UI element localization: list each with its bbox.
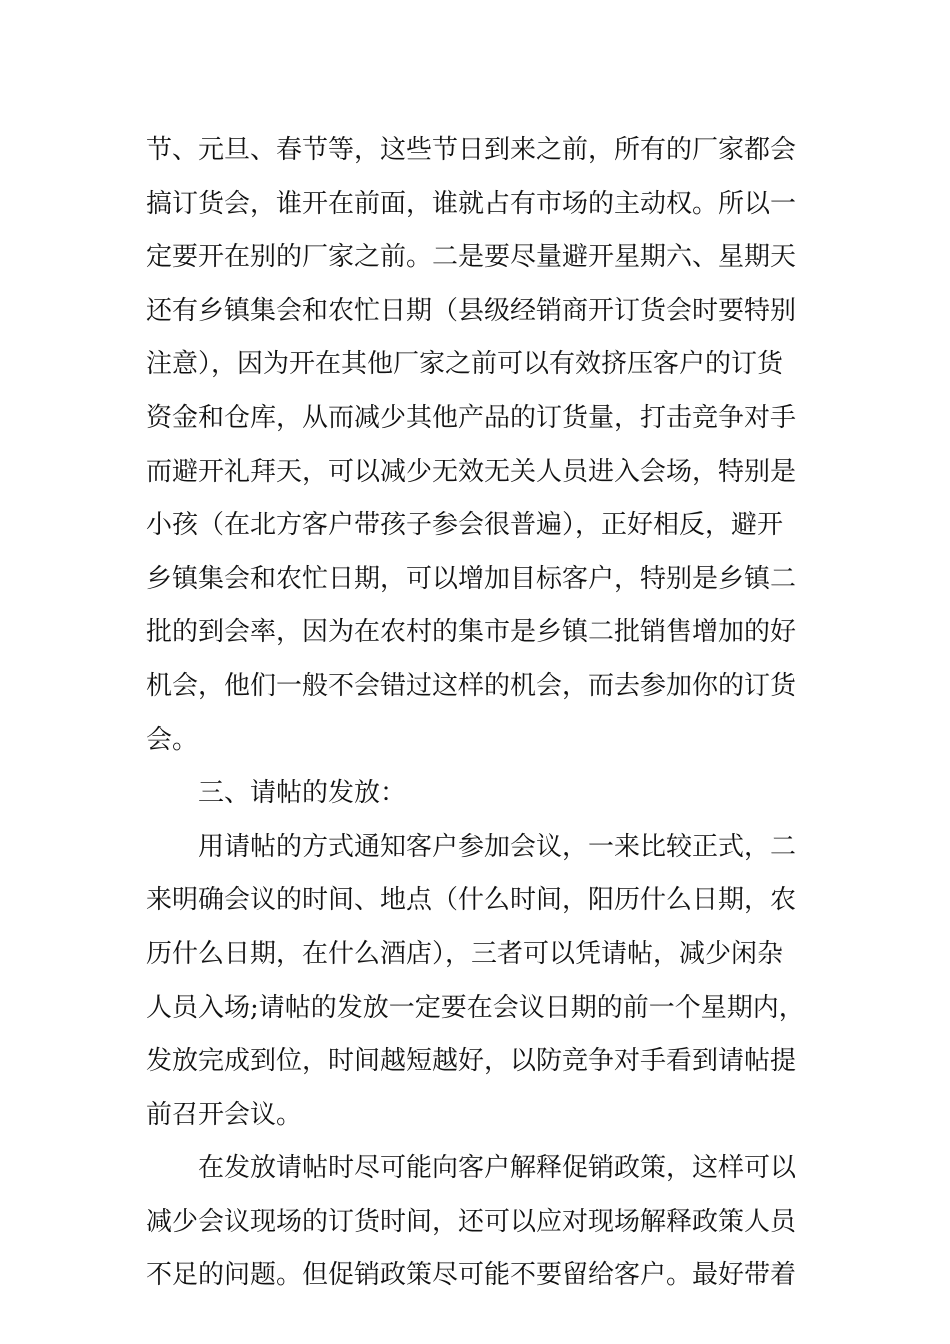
text-line: 不足的问题。但促销政策尽可能不要留给客户。最好带着 (146, 1260, 797, 1291)
text-line: 来明确会议的时间、地点（什么时间，阳历什么日期，农 (146, 885, 797, 916)
text-line: 历什么日期，在什么酒店），三者可以凭请帖，减少闲杂 (146, 938, 784, 969)
text-line: 定要开在别的厂家之前。二是要尽量避开星期六、星期天 (146, 242, 797, 273)
text-line: 会。 (146, 724, 199, 755)
text-line: 资金和仓库，从而减少其他产品的订货量，打击竞争对手 (146, 402, 797, 433)
text-line: 节、元旦、春节等，这些节日到来之前，所有的厂家都会 (146, 135, 797, 165)
text-line: 搞订货会，谁开在前面，谁就占有市场的主动权。所以一 (146, 188, 797, 219)
section-heading: 三、请帖的发放： (198, 778, 407, 809)
text-line: 机会，他们一般不会错过这样的机会，而去参加你的订货 (146, 670, 797, 701)
text-line: 减少会议现场的订货时间，还可以应对现场解释政策人员 (146, 1206, 797, 1237)
text-line: 乡镇集会和农忙日期，可以增加目标客户，特别是乡镇二 (146, 563, 797, 594)
text-line: 人员入场;请帖的发放一定要在会议日期的前一个星期内， (146, 992, 805, 1023)
document-body (146, 124, 810, 1303)
text-line: 而避开礼拜天，可以减少无效无关人员进入会场，特别是 (146, 456, 797, 487)
text-line: 在发放请帖时尽可能向客户解释促销政策，这样可以 (198, 1153, 797, 1184)
text-line: 用请帖的方式通知客户参加会议，一来比较正式，二 (198, 831, 797, 862)
text-line: 前召开会议。 (146, 1099, 303, 1130)
text-line: 发放完成到位，时间越短越好，以防竞争对手看到请帖提 (146, 1046, 797, 1077)
text-line: 注意），因为开在其他厂家之前可以有效挤压客户的订货 (146, 349, 784, 380)
text-line: 批的到会率，因为在农村的集市是乡镇二批销售增加的好 (146, 617, 797, 648)
text-line: 还有乡镇集会和农忙日期（县级经销商开订货会时要特别 (146, 295, 797, 326)
text-line: 小孩（在北方客户带孩子参会很普遍），正好相反，避开 (146, 510, 784, 541)
